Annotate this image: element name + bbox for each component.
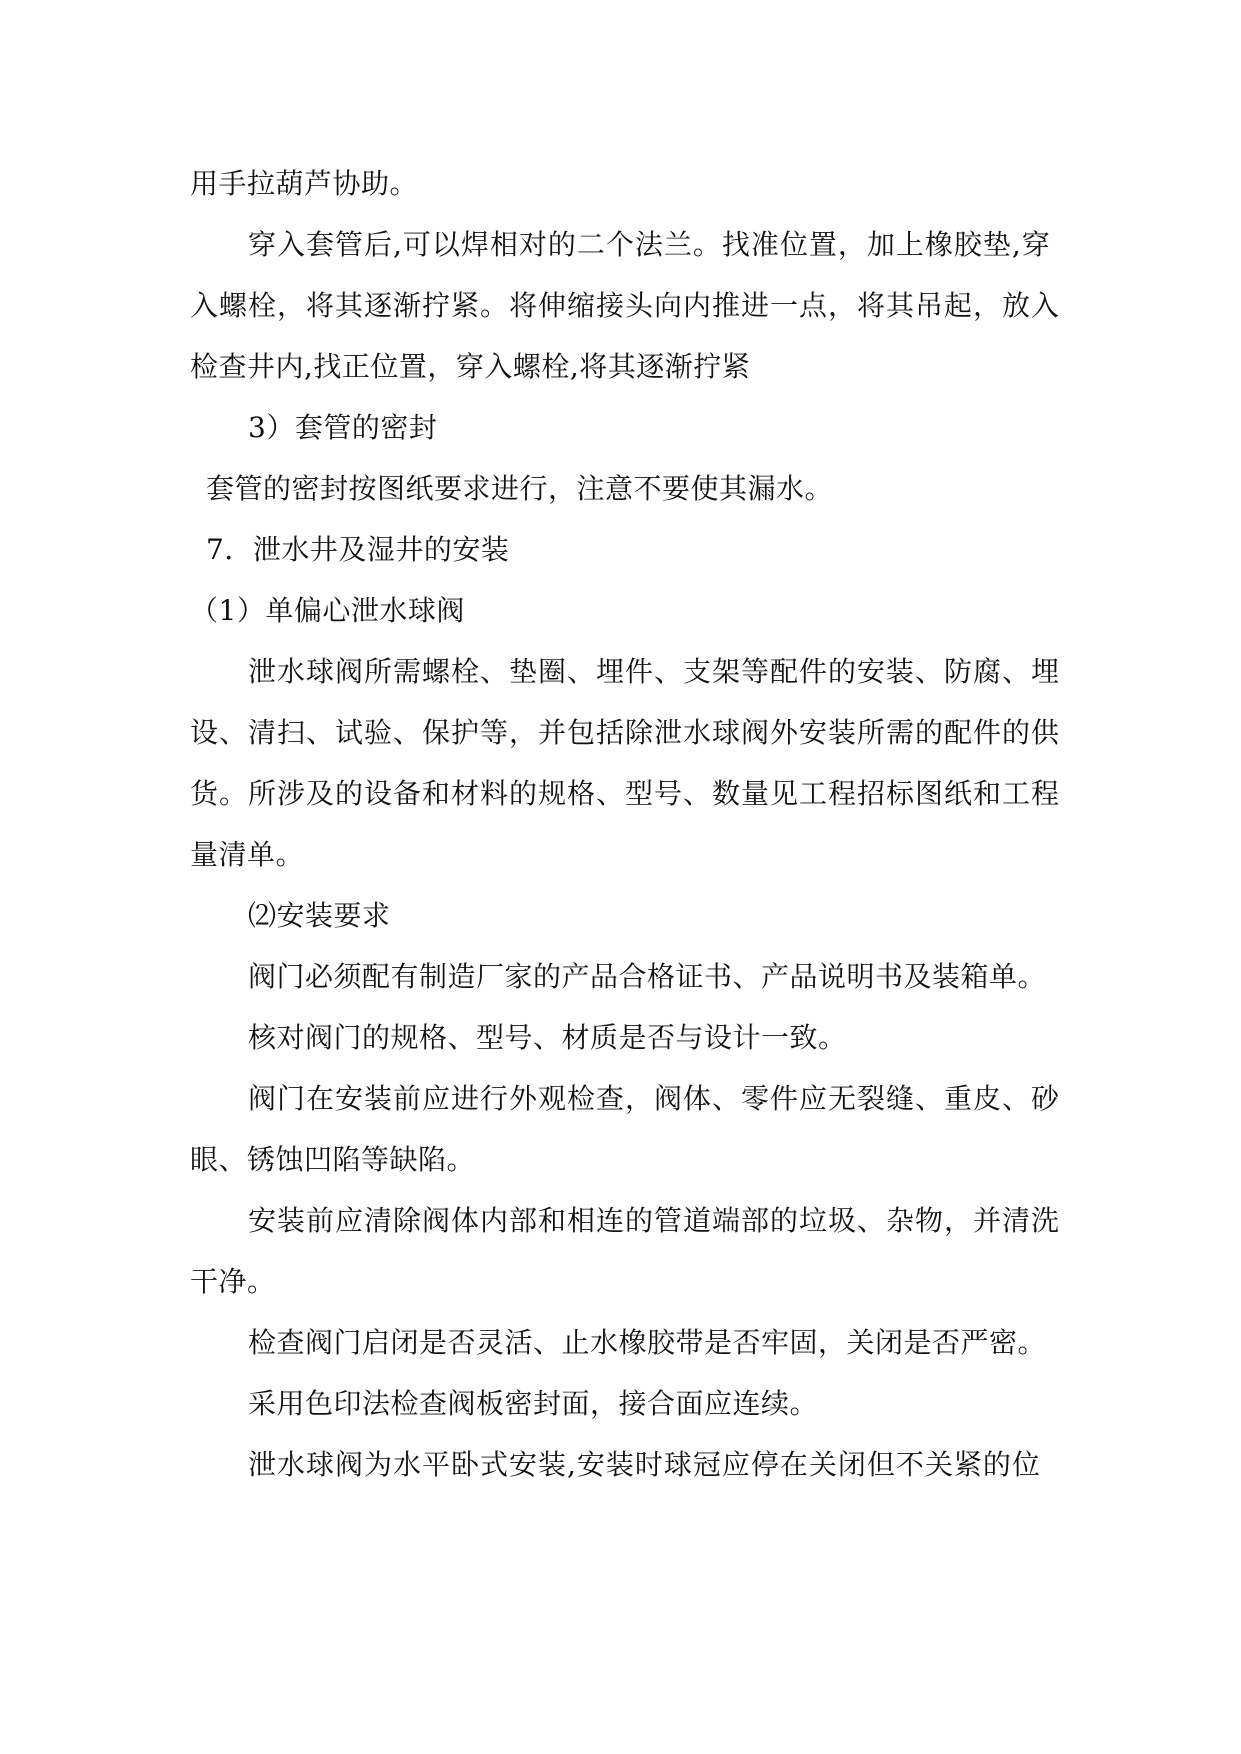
- text-line-22: 泄水球阀为水平卧式安装,安装时球冠应停在关闭但不关紧的位: [248, 1448, 1041, 1481]
- section-heading-drain-well: 7．泄水井及湿井的安装: [206, 533, 510, 566]
- text-line-4: 检查井内,找正位置，穿入螺栓,将其逐渐拧紧: [190, 350, 751, 383]
- subsection-heading-ball-valve: （1）单偏心泄水球阀: [190, 594, 465, 627]
- text-line-1: 用手拉葫芦协助。: [190, 167, 419, 200]
- text-line-10: 设、清扫、试验、保护等，并包括除泄水球阀外安装所需的配件的供: [190, 716, 1061, 749]
- subsection-heading-install-requirements: ⑵安装要求: [248, 899, 391, 932]
- text-line-9: 泄水球阀所需螺栓、垫圈、埋件、支架等配件的安装、防腐、埋: [248, 655, 1061, 688]
- text-line-19: 干净。: [190, 1265, 276, 1298]
- text-line-16: 阀门在安装前应进行外观检查，阀体、零件应无裂缝、重皮、砂: [248, 1082, 1061, 1115]
- subsection-heading-sleeve-seal: 3）套管的密封: [248, 411, 438, 444]
- text-line-14: 阀门必须配有制造厂家的产品合格证书、产品说明书及装箱单。: [248, 960, 1047, 993]
- text-line-17: 眼、锈蚀凹陷等缺陷。: [190, 1143, 476, 1176]
- text-line-21: 采用色印法检查阀板密封面，接合面应连续。: [248, 1387, 819, 1420]
- text-line-15: 核对阀门的规格、型号、材质是否与设计一致。: [248, 1021, 847, 1054]
- text-line-18: 安装前应清除阀体内部和相连的管道端部的垃圾、杂物，并清洗: [248, 1204, 1061, 1237]
- text-line-11: 货。所涉及的设备和材料的规格、型号、数量见工程招标图纸和工程: [190, 777, 1061, 810]
- text-line-3: 入螺栓，将其逐渐拧紧。将伸缩接头向内推进一点，将其吊起，放入: [190, 289, 1061, 322]
- text-line-12: 量清单。: [190, 838, 305, 871]
- text-line-6: 套管的密封按图纸要求进行，注意不要使其漏水。: [206, 472, 834, 505]
- text-line-20: 检查阀门启闭是否灵活、止水橡胶带是否牢固，关闭是否严密。: [248, 1326, 1047, 1359]
- text-line-2: 穿入套管后,可以焊相对的二个法兰。找准位置，加上橡胶垫,穿: [248, 228, 1051, 261]
